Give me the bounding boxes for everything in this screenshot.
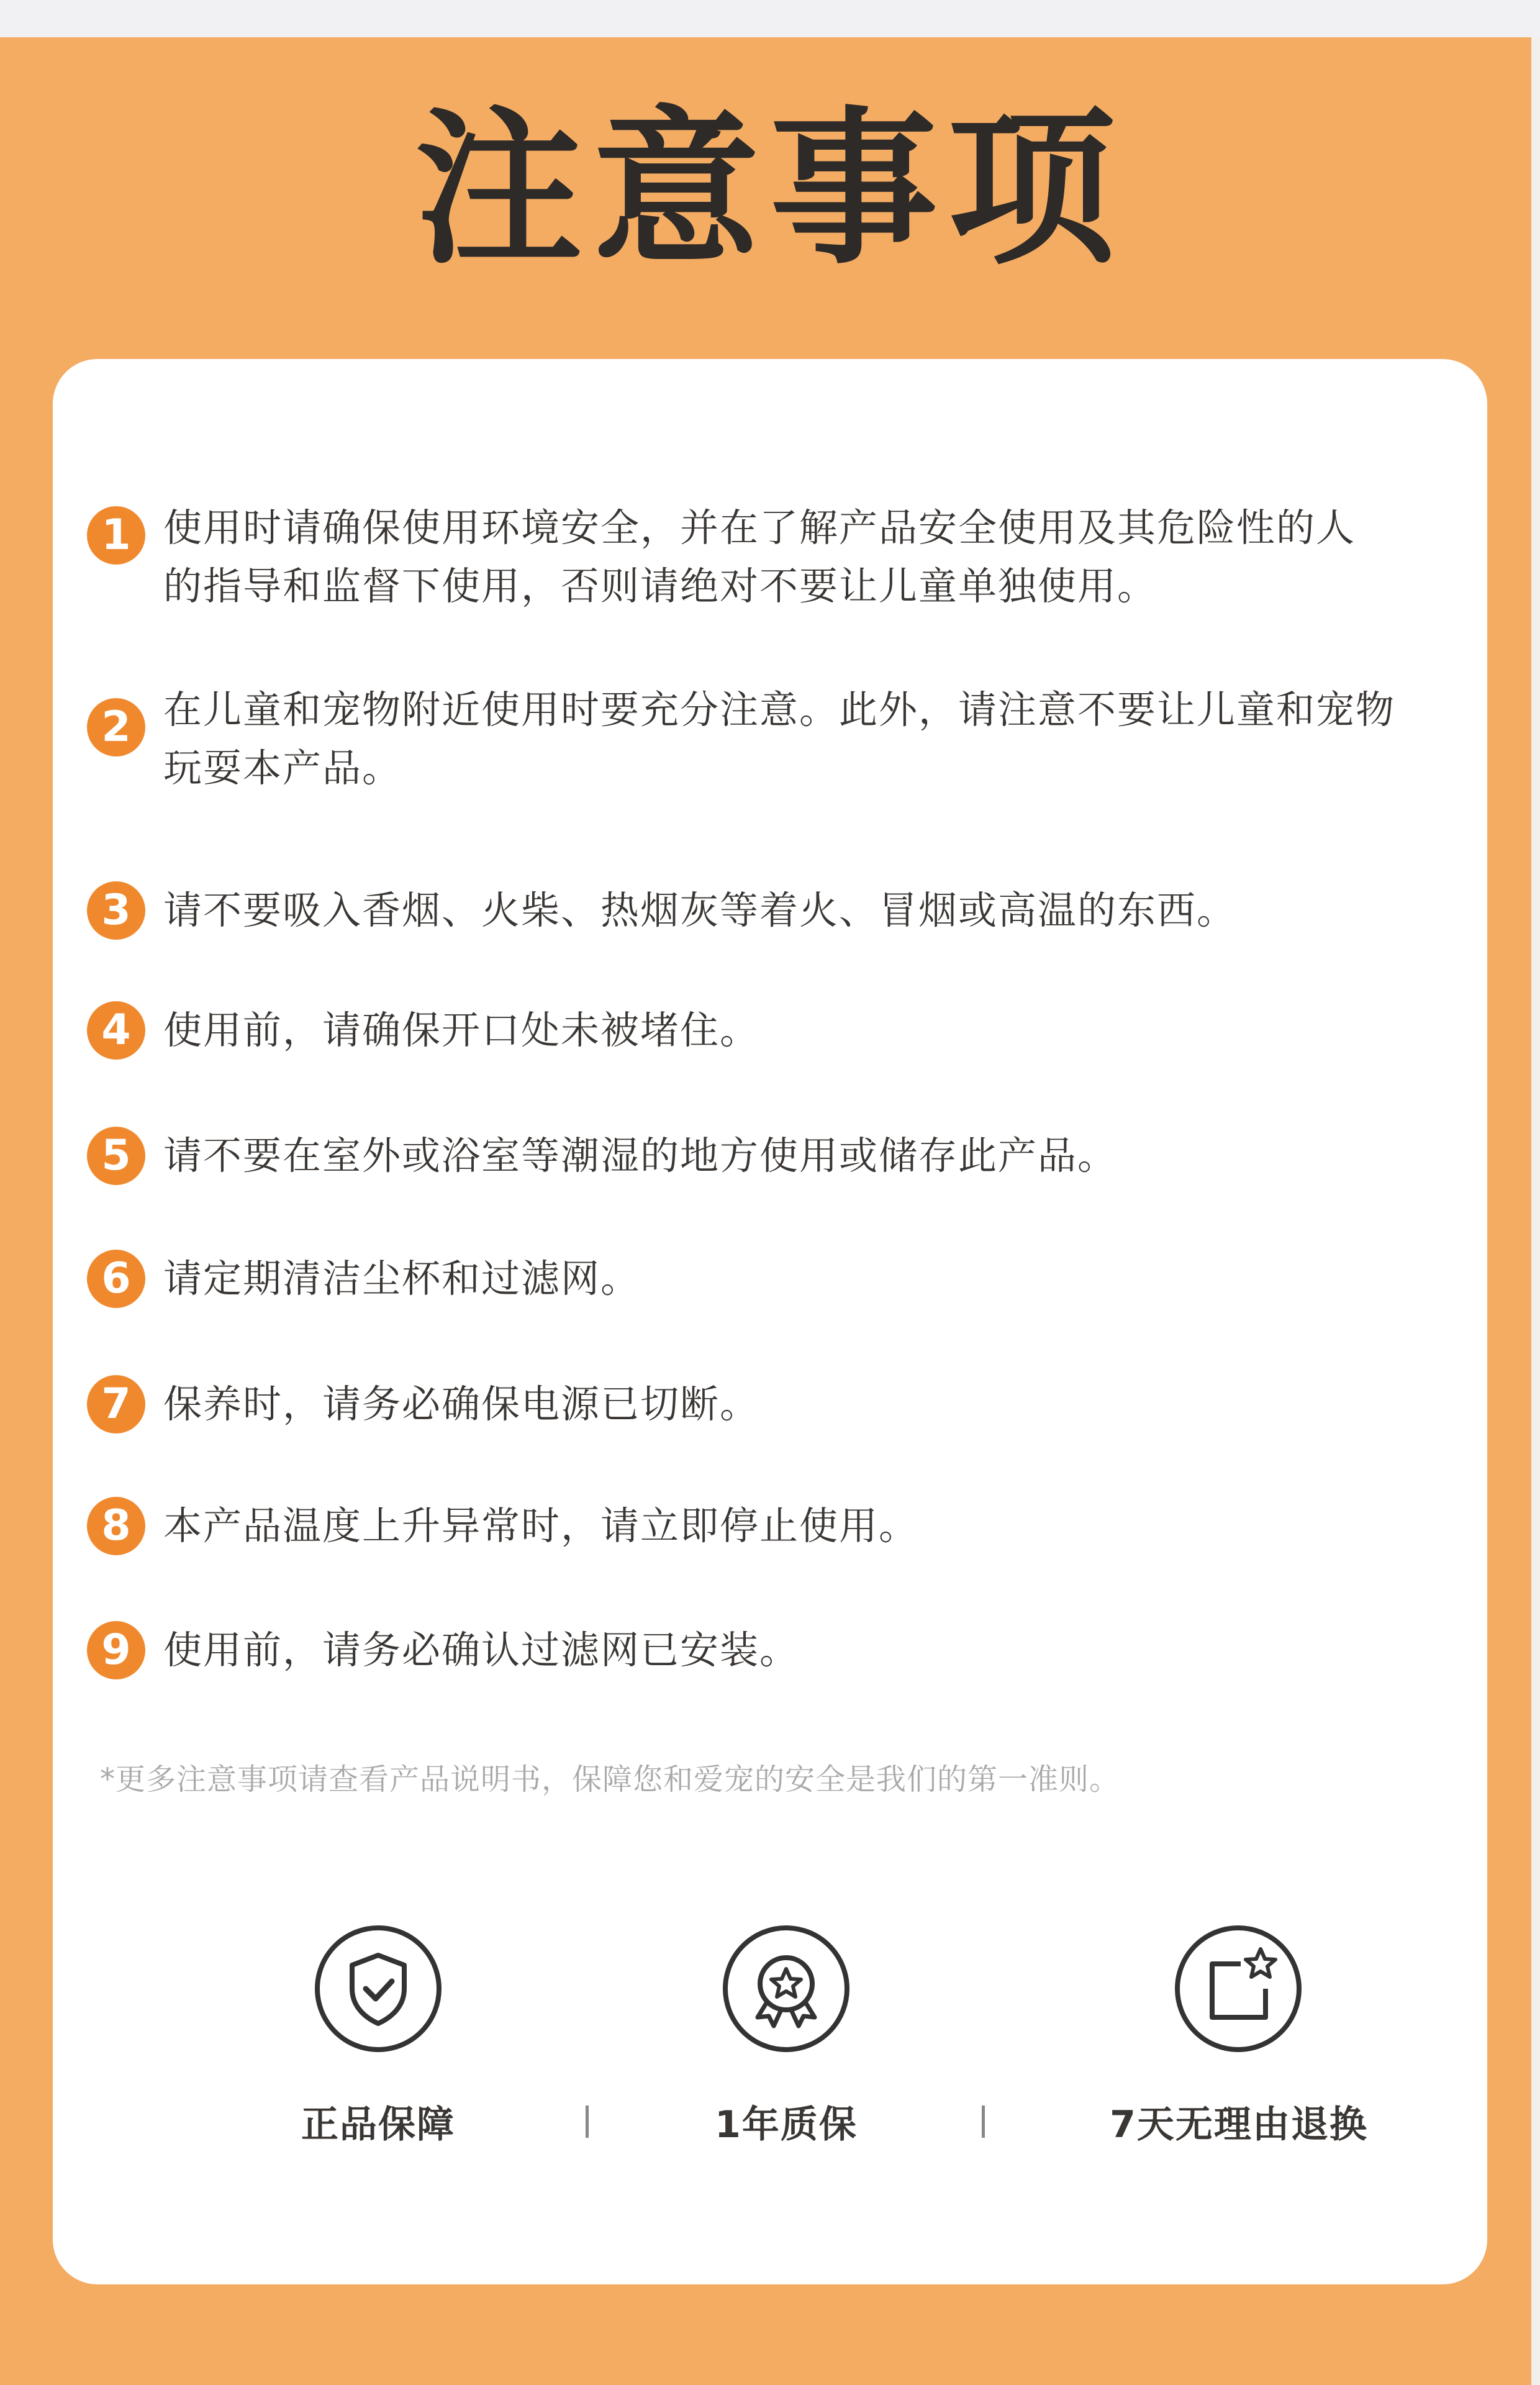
page-title: 注意事项: [415, 91, 1125, 287]
number-badge: 9: [87, 1621, 145, 1679]
separator: [982, 2106, 985, 2138]
notice-text-line: 保养时，请务必确保电源已切断。: [163, 1381, 760, 1427]
notice-text-line: 的指导和监督下使用，否则请绝对不要让儿童单独使用。: [163, 563, 1157, 609]
number-badge: 5: [87, 1127, 145, 1185]
notice-card: [53, 359, 1487, 2284]
shield-check-icon: [314, 1924, 443, 2053]
number-badge: 8: [87, 1497, 145, 1555]
guarantee-label: 正品保障: [301, 2103, 455, 2146]
number-badge: 1: [87, 506, 145, 565]
notice-text-line: 在儿童和宠物附近使用时要充分注意。此外，请注意不要让儿童和宠物: [163, 687, 1396, 732]
top-strip: [0, 0, 1540, 37]
right-edge-strip: [1531, 37, 1540, 2385]
notice-text-line: 使用时请确保使用环境安全，并在了解产品安全使用及其危险性的人: [163, 505, 1356, 550]
notice-text-line: 使用前，请务必确认过滤网已安装。: [163, 1627, 800, 1673]
notice-text-line: 玩耍本产品。: [163, 745, 402, 791]
number-badge: 3: [87, 881, 145, 940]
number-badge: 6: [87, 1250, 145, 1308]
notice-text-line: 本产品温度上升异常时，请立即停止使用。: [163, 1503, 919, 1548]
separator: [586, 2106, 589, 2138]
return-exchange-icon: [1174, 1924, 1303, 2053]
notice-text-line: 使用前，请确保开口处未被堵住。: [163, 1007, 760, 1053]
notice-text-line: 请不要在室外或浴室等潮湿的地方使用或储存此产品。: [163, 1133, 1118, 1178]
number-badge: 4: [87, 1001, 145, 1060]
guarantee-label: 7天无理由退换: [1110, 2103, 1368, 2146]
footnote: *更多注意事项请查看产品说明书，保障您和爱宠的安全是我们的第一准则。: [100, 1762, 1120, 1797]
number-badge: 7: [87, 1375, 145, 1433]
guarantee-label: 1年质保: [715, 2103, 858, 2146]
number-badge: 2: [87, 698, 145, 756]
award-badge-icon: [722, 1924, 851, 2053]
guarantee-row: [149, 1874, 1391, 2160]
notice-text-line: 请不要吸入香烟、火柴、热烟灰等着火、冒烟或高温的东西。: [163, 888, 1237, 933]
notice-text-line: 请定期清洁尘杯和过滤网。: [163, 1256, 641, 1301]
